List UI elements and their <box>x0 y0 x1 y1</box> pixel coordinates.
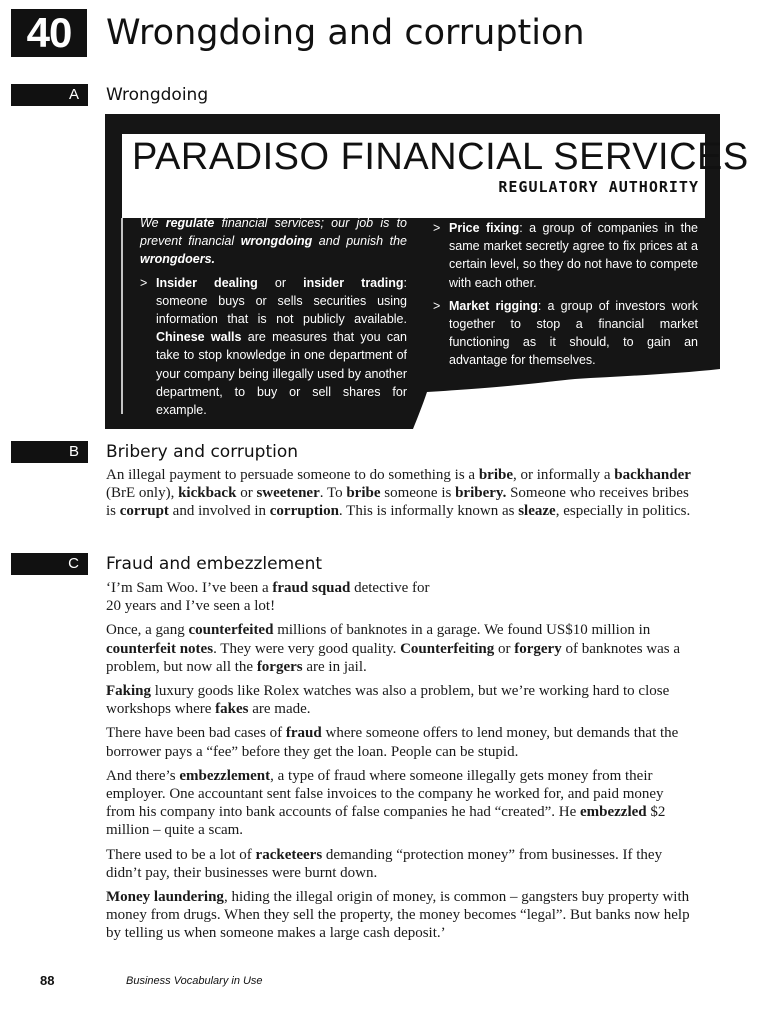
definition-item <box>433 297 698 370</box>
key-term: counterfeited <box>188 622 274 639</box>
paragraph <box>106 579 696 615</box>
paragraph <box>106 621 696 676</box>
company-name: PARADISO FINANCIAL SERVICES <box>132 136 749 178</box>
key-term: fakes <box>215 701 249 718</box>
left-item-list <box>140 274 407 420</box>
key-term: bribe <box>478 467 514 483</box>
text-run: . This is informally known as <box>338 503 519 520</box>
section-b-title: Bribery and corruption <box>106 442 299 462</box>
page-title: Wrongdoing and corruption <box>106 13 585 53</box>
key-term: Money laundering <box>106 889 224 906</box>
regulator-info-box <box>105 114 749 429</box>
key-term: sweetener <box>256 485 320 502</box>
info-box-header <box>122 134 749 218</box>
text-run: , or informally a <box>513 467 615 483</box>
key-term: racketeers <box>255 846 323 863</box>
section-a-letter: A <box>68 86 79 103</box>
key-term: forgers <box>256 658 303 675</box>
key-term: Price fixing <box>449 221 520 235</box>
key-term: forgery <box>514 640 562 657</box>
section-a-title: Wrongdoing <box>106 85 209 105</box>
text-run: : a group of investors work together to stop a financial market functioning as it should, to gain an advantage for themselves. <box>449 298 698 368</box>
key-term: corrupt <box>119 503 169 520</box>
text-run: and involved in <box>168 503 270 520</box>
paragraph <box>106 767 696 840</box>
text-run: And there’s <box>106 767 180 784</box>
text-run: Someone who receives bribes is <box>106 485 689 520</box>
key-term: insider trading <box>303 275 404 290</box>
key-term: embezzlement <box>179 767 271 784</box>
section-b-marker <box>11 441 88 463</box>
text-run: are made. <box>248 701 311 718</box>
text-run: are measures that you can take to stop knowledge in one department of your company being illegally used by another department, to buy or sell shares for example. <box>156 330 407 418</box>
text-run: millions of banknotes in a garage. We found US$10 million in <box>273 622 651 639</box>
text-run: or <box>257 275 304 290</box>
text-run: demanding “protection money” from businesses. If they didn’t pay, their businesses were burnt down. <box>106 846 663 881</box>
text-run: 20 years and I’ve seen a lot! <box>106 598 276 615</box>
text-run: , especially in politics. <box>555 503 691 520</box>
section-a-marker <box>11 84 88 106</box>
text-run: are in jail. <box>302 658 367 675</box>
key-term: embezzled <box>580 804 647 821</box>
text-run: : a group of companies in the same market secretly agree to fix prices at a certain level, so they do not have to compete with each other. <box>449 221 698 290</box>
section-c-marker <box>11 553 88 575</box>
definition-item <box>433 219 698 292</box>
key-term: Insider dealing <box>156 275 258 290</box>
text-run: : someone buys or sells securities using information that is not publicly available. <box>156 275 407 327</box>
box-intro <box>140 214 407 269</box>
right-item-list <box>433 219 698 370</box>
section-c-letter: C <box>68 555 79 572</box>
text-run: , a type of fraud where someone illegally gets money from their employer. One accountant sent false invoices to the company he worked for, and paid money from his company into bank accounts of false companies he had “created”. He <box>106 767 664 821</box>
section-c-body <box>106 579 696 949</box>
key-term: bribe <box>346 485 381 502</box>
key-term: regulate <box>165 216 215 230</box>
info-box-right-column <box>433 214 698 370</box>
info-box-left-column <box>140 214 407 419</box>
key-term: fraud <box>285 725 322 742</box>
key-term: Counterfeiting <box>400 640 495 657</box>
text-run: detective for <box>350 580 430 596</box>
definition-item <box>140 274 407 420</box>
key-term: Faking <box>106 683 152 700</box>
text-run: . To <box>319 485 347 502</box>
text-run: Once, a gang <box>106 622 189 639</box>
key-term: bribery. <box>455 485 507 502</box>
bullet-arrow-icon: > <box>433 221 441 235</box>
bullet-arrow-icon: > <box>140 275 148 290</box>
text-run: We <box>140 216 166 230</box>
key-term: wrongdoing <box>240 234 313 249</box>
authority-label: REGULATORY AUTHORITY <box>498 178 699 196</box>
paragraph <box>106 724 696 760</box>
paragraph <box>106 888 696 943</box>
section-b-body <box>106 466 696 527</box>
text-run: or <box>236 485 257 502</box>
text-run: There used to be a lot of <box>106 846 256 863</box>
text-run: $2 million – quite a scam. <box>106 804 666 839</box>
text-run: someone is <box>380 485 456 502</box>
text-run: , hiding the illegal origin of money, is common – gangsters buy property with money from drugs. When they sell the property, the money becomes “legal”. But banks now help by telling us when someone makes a large cash deposit.’ <box>106 889 690 942</box>
text-run: and punish the <box>312 234 407 249</box>
text-run: financial services; our job is to prevent financial <box>140 216 407 249</box>
paragraph <box>106 466 696 521</box>
text-run: where someone offers to lend money, but demands that the borrower pays a “fee” before they get the loan. People can be stupid. <box>106 725 679 760</box>
book-title: Business Vocabulary in Use <box>126 975 263 987</box>
text-run: An illegal payment to persuade someone to do something is a <box>106 467 479 483</box>
key-term: kickback <box>178 485 237 502</box>
key-term: wrongdoers. <box>140 252 216 267</box>
bullet-arrow-icon: > <box>433 298 441 313</box>
key-term: Market rigging <box>449 298 538 313</box>
key-term: backhander <box>614 467 691 483</box>
key-term: sleaze <box>518 503 556 520</box>
text-run: . They were very good quality. <box>213 640 401 657</box>
section-c-title: Fraud and embezzlement <box>106 554 323 574</box>
text-run: luxury goods like Rolex watches was also a problem, but we’re working hard to close workshops where <box>106 683 670 718</box>
text-run: (BrE only), <box>106 485 179 502</box>
key-term: fraud squad <box>272 580 351 596</box>
key-term: counterfeit notes <box>106 640 214 657</box>
section-b-letter: B <box>68 443 79 460</box>
paragraph <box>106 682 696 718</box>
text-run: There have been bad cases of <box>106 725 286 742</box>
key-term: Chinese walls <box>156 330 242 345</box>
page-number: 88 <box>40 973 55 988</box>
key-term: corruption <box>269 503 339 520</box>
text-run: ‘I’m Sam Woo. I’ve been a <box>106 580 273 596</box>
unit-number: 40 <box>11 9 87 57</box>
text-run: of banknotes was a problem, but now all the <box>106 640 681 675</box>
paragraph <box>106 846 696 882</box>
text-run: or <box>494 640 515 657</box>
